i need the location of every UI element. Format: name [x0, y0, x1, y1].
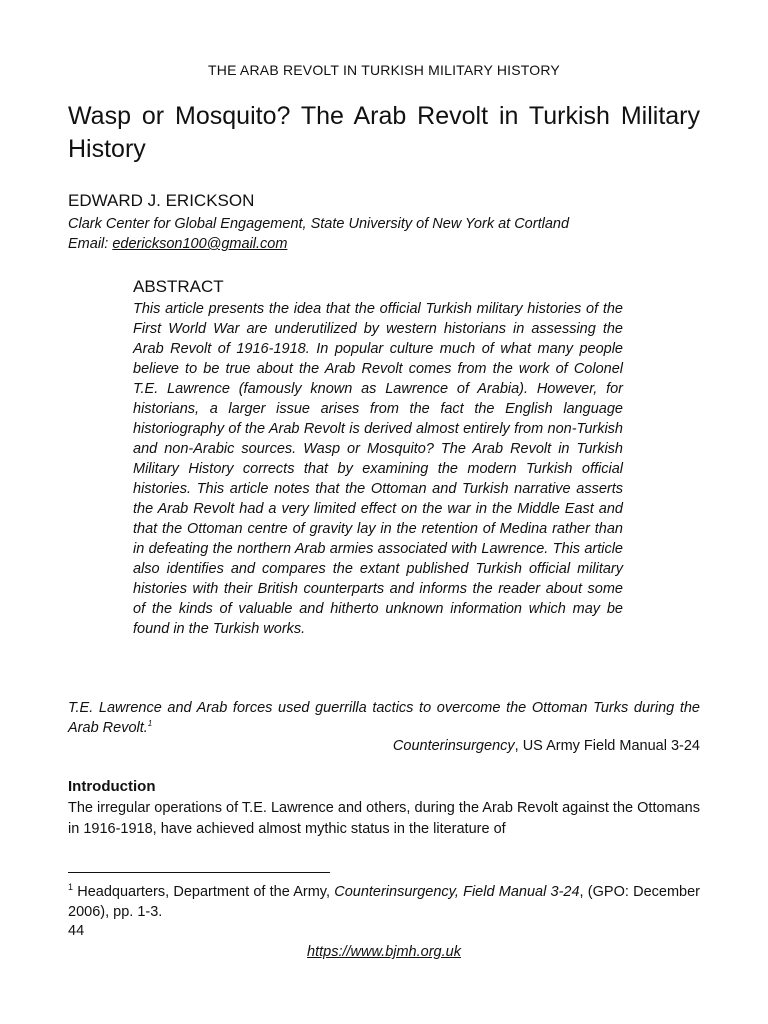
footnote-text-before: Headquarters, Department of the Army,: [73, 884, 335, 900]
epigraph-source-detail: , US Army Field Manual 3-24: [514, 738, 700, 754]
email-line: [68, 234, 700, 254]
affiliation: Clark Center for Global Engagement, State University of New York at Cortland: [68, 216, 570, 232]
epigraph-text: T.E. Lawrence and Arab forces used guerrilla tactics to overcome the Ottoman Turks during the Arab Revolt.: [68, 700, 700, 736]
footnote-text-italic: Counterinsurgency, Field Manual 3-24: [334, 884, 580, 900]
email-label: Email:: [68, 236, 113, 252]
epigraph-source-title: Counterinsurgency: [392, 738, 515, 754]
author-name: EDWARD J. ERICKSON: [68, 191, 255, 210]
email-link[interactable]: ederickson100@gmail.com: [112, 236, 288, 252]
footnote-reference[interactable]: 1: [147, 719, 153, 729]
running-head: THE ARAB REVOLT IN TURKISH MILITARY HISTORY: [208, 62, 560, 78]
abstract-heading: ABSTRACT: [133, 277, 224, 296]
page-number: 44: [68, 923, 85, 939]
footnote-text-after: , (GPO: December 2006), pp. 1-3.: [68, 884, 700, 920]
abstract-text: This article presents the idea that the official Turkish military histories of the First World War are underutilized by western historians in assessing the Arab Revolt of 1916-1918. In popular culture much of what many people believe to be true about the Arab Revolt comes from the work of Colonel T.E. Lawrence (famously known as Lawrence of Arabia). However, for historians, a larger issue arises from the fact the English language historiography of the Arab Revolt is derived almost entirely from non-Turkish and non-Arabic sources. Wasp or Mosquito? The Arab Revolt in Turkish Military History corrects that by examining the modern Turkish official histories. This article notes that the Ottoman and Turkish narrative asserts the Arab Revolt had a very limited effect on the war in the Middle East and that the Ottoman centre of gravity lay in the retention of Medina rather than in defeating the northern Arab armies associated with Lawrence. This article also identifies and compares the extant published Turkish official military histories with their British counterparts and informs the reader about some of the kinds of valuable and hitherto unknown information which may be found in the Turkish works.: [133, 301, 623, 637]
footnote-divider: [68, 872, 330, 873]
epigraph-quote: [68, 698, 700, 738]
footnote-mark: 1: [68, 882, 74, 893]
introduction-text: The irregular operations of T.E. Lawrence and others, during the Arab Revolt against the Ottomans in 1916-1918, have achieved almost mythic status in the literature of: [68, 800, 700, 837]
article-title: Wasp or Mosquito? The Arab Revolt in Turkish Military History: [68, 102, 700, 163]
footnote: [68, 882, 700, 922]
section-heading-introduction: Introduction: [68, 778, 156, 795]
epigraph-source: [68, 738, 700, 754]
footer-url-link[interactable]: https://www.bjmh.org.uk: [307, 944, 461, 960]
author-affiliation-block: [68, 214, 700, 254]
